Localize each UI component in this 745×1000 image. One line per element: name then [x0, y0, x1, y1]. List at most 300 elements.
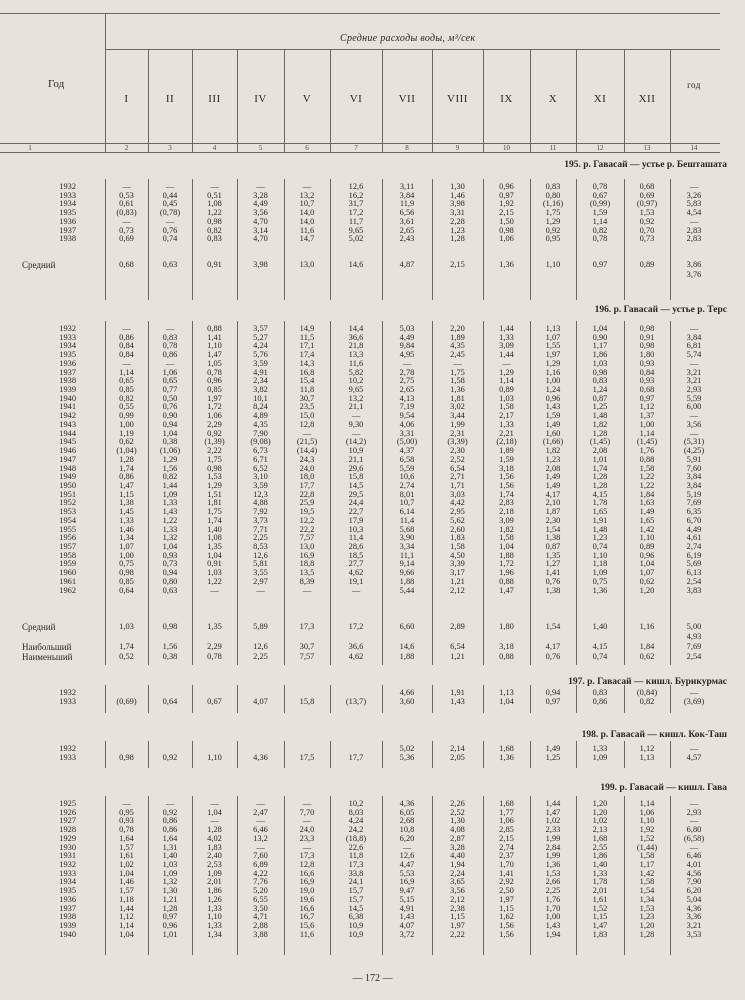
value-cell: —	[351, 428, 361, 438]
value-cell: 0,38	[162, 437, 178, 447]
value-cell: —	[256, 585, 265, 595]
value-cell: 1,02	[545, 816, 561, 826]
value-cell: 17,4	[299, 350, 315, 360]
value-cell: 1,36	[499, 752, 514, 762]
value-cell: —	[210, 816, 219, 826]
header-col-divider	[330, 49, 331, 152]
value-cell: 4,06	[399, 419, 415, 429]
value-cell: 1,09	[592, 568, 608, 578]
value-cell: 1,20	[592, 799, 608, 808]
value-cell: 1,92	[499, 199, 514, 209]
value-cell: 1,33	[207, 903, 222, 913]
value-cell: 1,40	[592, 860, 608, 870]
value-cell: 4,70	[253, 234, 268, 244]
value-cell: (1,45)	[589, 437, 611, 447]
value-cell: 1,58	[499, 533, 514, 543]
value-cell: 5,02	[348, 234, 364, 244]
value-cell: (1,39)	[204, 437, 225, 447]
value-cell: 1,65	[639, 515, 655, 525]
month-header: год	[687, 80, 701, 90]
value-cell: 8,01	[399, 489, 415, 499]
value-cell: 0,84	[639, 367, 655, 377]
value-cell: 4,24	[348, 816, 364, 826]
value-cell: 1,72	[499, 559, 514, 569]
value-cell: 7,69	[686, 498, 702, 508]
value-cell: 13,3	[348, 350, 364, 360]
value-cell: 16,7	[299, 912, 315, 922]
stat-value: 1,35	[207, 622, 222, 631]
value-cell: 1,99	[545, 833, 561, 843]
value-cell: 2,25	[545, 886, 561, 896]
value-cell: 1,04	[207, 550, 222, 560]
header-col-divider	[624, 49, 625, 152]
value-cell: 1,36	[592, 585, 608, 595]
year-cell: 1939	[59, 385, 76, 395]
stat-label: Наибольший	[22, 642, 72, 652]
value-cell: 0,88	[639, 454, 655, 464]
stat-label: Наименьший	[22, 652, 73, 662]
value-cell: —	[689, 842, 699, 852]
value-cell: 4,56	[686, 868, 702, 878]
value-cell: 1,57	[119, 842, 134, 852]
stat-value: 1,54	[545, 622, 561, 631]
value-cell: 3,59	[253, 358, 268, 368]
value-cell: —	[210, 585, 219, 595]
value-cell: 0,68	[639, 385, 655, 395]
stat-value: 1,10	[545, 260, 561, 269]
value-cell: 14,3	[299, 358, 315, 368]
value-cell: 1,00	[545, 376, 561, 386]
value-column	[485, 183, 529, 244]
value-cell: 2,83	[686, 225, 702, 235]
stat-value: 4,15	[592, 642, 608, 651]
year-cell: 1960	[59, 568, 76, 578]
value-cell: 0,86	[162, 825, 178, 835]
body-col-divider	[330, 741, 331, 768]
value-cell: 11,8	[299, 385, 315, 395]
value-cell: 1,36	[450, 385, 465, 395]
column-number: 10	[503, 144, 510, 152]
value-cell: 1,04	[119, 929, 134, 939]
value-cell: 11,5	[299, 332, 315, 342]
value-cell: 0,92	[545, 225, 561, 235]
value-cell: 0,92	[162, 807, 178, 817]
value-cell: 0,85	[207, 385, 222, 395]
value-cell: 6,46	[253, 825, 268, 835]
header-col-divider	[432, 49, 433, 152]
value-cell: 3,26	[686, 190, 702, 200]
value-cell: 0,70	[639, 225, 655, 235]
stat-value: 0,89	[639, 260, 655, 269]
year-cell: 1927	[59, 816, 76, 826]
value-cell: 9,47	[399, 886, 415, 896]
table-top-rule	[0, 13, 720, 14]
value-cell: 0,80	[162, 576, 178, 586]
value-column	[578, 745, 622, 762]
value-cell: 4,07	[399, 921, 415, 931]
month-header: I	[124, 93, 129, 105]
value-cell: 2,55	[592, 842, 608, 852]
value-cell: 1,06	[162, 367, 178, 377]
value-cell: —	[302, 428, 312, 438]
value-cell: 10,6	[399, 472, 415, 482]
body-col-divider	[382, 179, 383, 300]
value-cell: 2,24	[450, 868, 465, 878]
value-column	[148, 689, 192, 706]
value-cell: 3,44	[450, 411, 465, 421]
value-cell: 1,17	[592, 341, 608, 351]
value-cell: 1,02	[119, 860, 134, 870]
value-cell: 22,6	[348, 842, 364, 852]
value-cell: 5,69	[686, 559, 702, 569]
value-cell: 0,92	[639, 216, 655, 226]
value-cell: —	[689, 744, 699, 753]
value-cell: 1,28	[207, 825, 222, 835]
value-cell: 0,82	[119, 393, 134, 403]
value-cell: 0,83	[207, 234, 222, 244]
value-cell: 1,33	[162, 498, 178, 508]
value-cell: 1,33	[119, 515, 134, 525]
header-col-divider	[576, 49, 577, 152]
value-column	[385, 689, 429, 706]
value-cell: 1,75	[207, 454, 222, 464]
value-cell: 7,76	[253, 877, 268, 887]
value-cell: 1,74	[499, 489, 514, 499]
value-cell: 1,13	[499, 688, 514, 697]
stat-label: Средний	[22, 260, 56, 270]
value-cell: 1,68	[499, 744, 514, 753]
body-col-divider	[330, 685, 331, 713]
value-cell: 1,04	[499, 696, 514, 706]
value-cell: 11,4	[348, 533, 364, 543]
year-cell: 1932	[59, 688, 76, 697]
year-cell: 1947	[59, 454, 76, 464]
value-cell: (18,8)	[345, 833, 367, 843]
value-cell: 1,30	[162, 886, 178, 896]
year-cell: 1937	[59, 903, 76, 913]
value-cell: 1,70	[545, 903, 561, 913]
value-column	[485, 325, 529, 595]
value-cell: 0,85	[119, 576, 134, 586]
value-cell: 1,58	[639, 851, 655, 861]
value-cell: 1,45	[119, 507, 134, 517]
value-cell: 2,40	[207, 851, 222, 861]
value-cell: 2,22	[207, 446, 222, 456]
value-cell: 1,38	[545, 585, 561, 595]
value-cell: 8,24	[253, 402, 268, 412]
value-cell: 2,84	[545, 842, 561, 852]
value-cell: 2,37	[499, 851, 514, 861]
value-cell: 1,22	[639, 480, 655, 490]
table-caption: Средние расходы воды, м³/сек	[340, 33, 476, 44]
value-cell: 1,81	[207, 498, 222, 508]
stat-value: 0,38	[162, 652, 178, 661]
value-cell: 4,02	[207, 833, 222, 843]
value-cell: 0,62	[639, 576, 655, 586]
stat-value: 0,74	[592, 652, 608, 661]
value-cell: 29,5	[348, 489, 364, 499]
value-cell: 1,00	[119, 419, 134, 429]
value-cell: 1,47	[207, 350, 222, 360]
value-cell: (3,69)	[683, 696, 705, 706]
value-cell: 13,2	[348, 393, 364, 403]
value-cell: 1,22	[639, 472, 655, 482]
value-cell: 1,47	[545, 807, 561, 817]
value-cell: 7,90	[253, 428, 268, 438]
value-column	[578, 800, 622, 940]
value-cell: 12,6	[399, 851, 415, 861]
value-cell: 3,03	[450, 489, 465, 499]
value-cell: 1,29	[499, 367, 514, 377]
stat-value: 0,98	[162, 622, 178, 631]
value-cell: 10,8	[399, 825, 415, 835]
value-cell: 22,2	[299, 524, 315, 534]
value-cell: 6,00	[686, 402, 702, 412]
value-cell: 3,53	[686, 929, 702, 939]
value-cell: 4,24	[253, 341, 268, 351]
value-cell: 6,80	[686, 825, 702, 835]
value-cell: 1,09	[592, 752, 608, 762]
value-cell: 1,74	[119, 463, 134, 473]
value-cell: 5,91	[686, 454, 702, 464]
value-cell: 1,35	[545, 550, 561, 560]
month-header: X	[548, 93, 558, 105]
value-cell: 0,95	[119, 807, 134, 817]
value-cell: (21,5)	[296, 437, 318, 447]
value-cell: 2,12	[450, 894, 465, 904]
value-cell: 1,82	[592, 419, 608, 429]
value-cell: 0,77	[162, 385, 178, 395]
value-cell: 1,00	[545, 912, 561, 922]
value-cell: 1,92	[639, 825, 655, 835]
value-cell: 1,04	[162, 541, 178, 551]
column-number: 4	[212, 144, 217, 152]
value-cell: 1,86	[207, 886, 222, 896]
value-cell: 7,71	[253, 524, 268, 534]
value-cell: 5,82	[348, 367, 364, 377]
value-cell: 0,65	[119, 376, 134, 386]
value-cell: 24,1	[348, 877, 364, 887]
value-cell: 3,72	[399, 929, 415, 939]
value-cell: 1,04	[207, 807, 222, 817]
value-cell: (0,78)	[159, 208, 181, 218]
stat-value: 0,52	[119, 652, 134, 661]
value-cell: 7,70	[299, 807, 315, 817]
year-cell: 1935	[59, 886, 76, 896]
value-cell: 0,97	[499, 190, 514, 200]
value-cell: 3,61	[399, 216, 415, 226]
value-cell: 1,14	[592, 216, 608, 226]
value-cell: 6,19	[686, 550, 702, 560]
value-cell: 12,3	[253, 489, 268, 499]
value-cell: 1,01	[592, 454, 608, 464]
value-cell: 4,07	[253, 696, 268, 706]
value-cell: 2,08	[592, 446, 608, 456]
month-header: XII	[638, 93, 656, 105]
stat-value: 30,7	[299, 642, 315, 651]
value-column	[436, 800, 480, 940]
value-column	[285, 800, 329, 940]
value-column	[148, 183, 192, 244]
value-cell: 4,08	[450, 825, 465, 835]
value-cell: 0,90	[162, 411, 178, 421]
stat-value: 4,62	[348, 652, 364, 661]
value-cell: —	[256, 799, 265, 808]
value-column	[485, 689, 529, 706]
value-cell: 0,86	[162, 816, 178, 826]
value-cell: 3,09	[499, 515, 514, 525]
value-cell: 12,8	[299, 860, 315, 870]
stat-value: 36,6	[348, 642, 364, 651]
value-cell: 0,76	[545, 576, 561, 586]
value-column	[193, 800, 237, 940]
value-cell: 1,02	[592, 816, 608, 826]
value-cell: 1,08	[207, 533, 222, 543]
value-cell: 10,2	[348, 799, 364, 808]
value-cell: (6,58)	[683, 833, 705, 843]
value-cell: 2,33	[545, 825, 561, 835]
value-cell: 4,22	[253, 868, 268, 878]
value-cell: 1,94	[545, 929, 561, 939]
body-col-divider	[576, 741, 577, 768]
value-cell: 0,92	[207, 428, 222, 438]
value-column	[436, 689, 480, 706]
column-number: 13	[643, 144, 651, 152]
value-cell: 1,97	[499, 894, 514, 904]
value-cell: 2,30	[450, 446, 465, 456]
value-cell: 0,68	[639, 182, 655, 191]
value-cell: 17,3	[299, 851, 315, 861]
value-column	[436, 183, 480, 244]
stat-value: 7,57	[299, 652, 315, 661]
value-cell: 24,4	[348, 498, 364, 508]
value-cell: 10,7	[399, 498, 415, 508]
value-cell: 4,95	[399, 350, 415, 360]
value-cell: 2,10	[545, 498, 561, 508]
year-cell: 1937	[59, 367, 76, 377]
year-cell: 1944	[59, 428, 76, 438]
value-cell: 3,84	[686, 480, 702, 490]
value-cell: 2,28	[450, 216, 465, 226]
month-header: VII	[398, 93, 416, 105]
value-cell: 1,31	[162, 842, 178, 852]
body-col-divider	[576, 685, 577, 713]
stat-value: 14,6	[399, 642, 415, 651]
value-cell: —	[689, 216, 699, 226]
value-cell: (5,31)	[683, 437, 705, 447]
value-cell: 8,53	[253, 541, 268, 551]
value-cell: 1,21	[162, 894, 178, 904]
year-cell: 1933	[59, 332, 76, 342]
stat-label: Средний	[22, 622, 56, 632]
value-cell: 14,0	[299, 216, 315, 226]
value-cell: 0,78	[592, 234, 608, 244]
value-cell: 31,7	[348, 199, 364, 209]
value-column	[239, 745, 283, 762]
column-number: 3	[168, 144, 172, 152]
value-cell: 1,44	[162, 480, 178, 490]
value-cell: 3,90	[399, 533, 415, 543]
value-cell: 21,1	[348, 454, 364, 464]
value-cell: 1,20	[592, 807, 608, 817]
header-bottom-rule	[0, 143, 720, 144]
value-cell: 1,14	[639, 799, 655, 808]
value-cell: 1,89	[499, 446, 514, 456]
value-cell: 1,16	[545, 367, 561, 377]
value-cell: 2,38	[450, 903, 465, 913]
value-cell: 1,33	[162, 524, 178, 534]
year-cell: 1962	[59, 585, 76, 595]
value-cell: 5,02	[399, 744, 415, 753]
year-cell: 1932	[59, 744, 76, 753]
value-cell: 2,26	[450, 799, 465, 808]
stat-value: 1,16	[639, 622, 655, 631]
value-cell: 2,50	[499, 886, 514, 896]
value-cell: —	[122, 216, 131, 226]
value-cell: 3,98	[450, 199, 465, 209]
value-cell: 2,15	[499, 833, 514, 843]
value-cell: 1,53	[639, 208, 655, 218]
value-cell: 0,94	[162, 419, 178, 429]
value-cell: 1,42	[639, 868, 655, 878]
value-cell: 0,74	[162, 234, 178, 244]
value-cell: 5,20	[253, 886, 268, 896]
stat-value: 1,88	[399, 652, 415, 661]
value-cell: 4,89	[253, 411, 268, 421]
value-cell: 1,07	[119, 541, 134, 551]
stat-value: 6,54	[450, 642, 465, 651]
value-cell: 1,56	[499, 929, 514, 939]
value-column	[625, 800, 669, 940]
stat-value: 7,69	[686, 642, 702, 651]
year-cell: 1933	[59, 190, 76, 200]
body-col-divider	[432, 179, 433, 300]
value-cell: 1,52	[639, 833, 655, 843]
value-cell: 14,7	[299, 234, 315, 244]
value-cell: 1,58	[499, 402, 514, 412]
body-col-divider	[382, 796, 383, 955]
value-cell: 1,30	[450, 816, 465, 826]
column-number: 8	[405, 144, 409, 152]
value-column	[578, 183, 622, 244]
value-cell: 1,76	[545, 894, 561, 904]
colnum-bottom-rule	[0, 152, 720, 153]
value-cell: 1,74	[207, 515, 222, 525]
value-cell: 0,83	[592, 376, 608, 386]
value-cell: —	[502, 358, 511, 368]
column-number: 2	[124, 144, 129, 152]
value-cell: 3,21	[686, 921, 702, 931]
value-cell: 0,96	[639, 550, 655, 560]
value-cell: 6,58	[399, 454, 415, 464]
value-cell: 0,78	[592, 182, 608, 191]
value-cell: 0,51	[207, 190, 222, 200]
value-cell: 2,75	[399, 376, 415, 386]
value-cell: 1,33	[207, 921, 222, 931]
value-cell: 0,82	[207, 225, 222, 235]
value-cell: 1,04	[639, 559, 655, 569]
value-cell: 1,80	[639, 350, 655, 360]
value-cell: 15,8	[348, 472, 364, 482]
value-cell: —	[165, 216, 175, 226]
value-cell: 11,6	[299, 929, 315, 939]
year-cell: 1928	[59, 825, 76, 835]
value-column	[385, 745, 429, 762]
value-cell: 1,76	[639, 446, 655, 456]
value-cell: 1,13	[639, 752, 655, 762]
value-cell: 1,04	[499, 541, 514, 551]
value-cell: 2,20	[450, 324, 465, 333]
